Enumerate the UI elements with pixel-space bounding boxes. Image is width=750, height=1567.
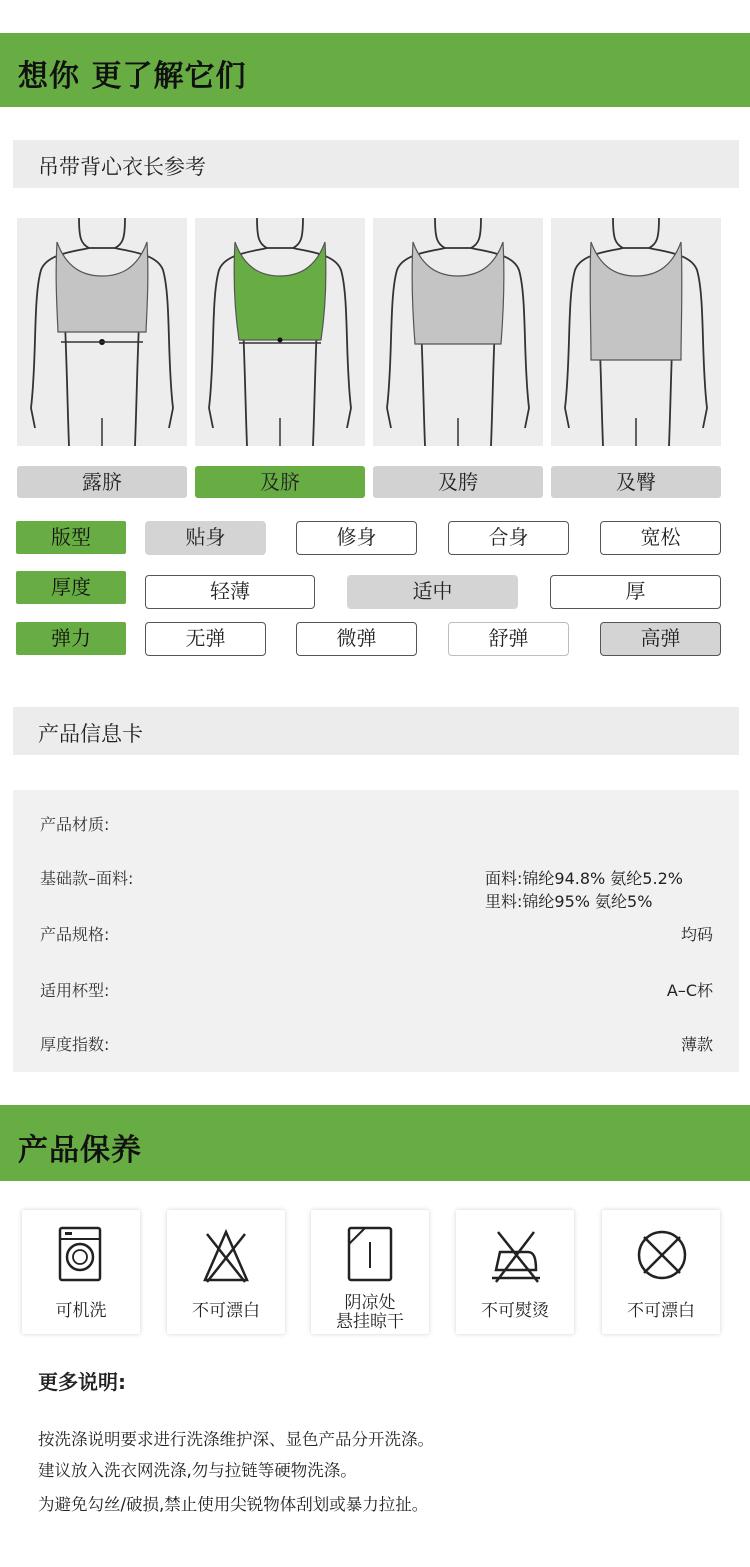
note-line-2: 建议放入洗衣网洗涤,勿与拉链等硬物洗涤。 (38, 1461, 357, 1480)
figure-hip-length (373, 218, 543, 446)
care-item-machine-wash (22, 1210, 140, 1334)
care-label-hang-dry-line2: 悬挂晾干 (336, 1312, 404, 1332)
care-banner (0, 1105, 750, 1181)
fit-option-regular: 合身 (448, 521, 569, 555)
elasticity-option-comfort: 舒弹 (448, 622, 569, 656)
cup-value: A–C杯 (666, 981, 713, 1000)
spec-label: 产品规格: (40, 925, 110, 944)
care-label-machine-wash: 可机洗 (55, 1301, 107, 1321)
fit-option-snug: 贴身 (145, 521, 266, 555)
care-label-no-iron: 不可熨烫 (481, 1301, 549, 1321)
note-line-3: 为避免勾丝/破损,禁止使用尖锐物体刮划或暴力拉扯。 (38, 1495, 429, 1514)
no-bleach-circle-icon (636, 1224, 690, 1284)
more-notes-title: 更多说明: (38, 1370, 126, 1394)
thickness-tag: 厚度 (16, 571, 126, 604)
hang-dry-shade-icon (345, 1224, 395, 1284)
thickness-option-thick: 厚 (550, 575, 721, 609)
material-label: 产品材质: (40, 815, 110, 834)
care-title: 产品保养 (18, 1133, 142, 1168)
care-label-hang-dry-line1: 阴凉处 (344, 1293, 396, 1313)
no-iron-icon (490, 1224, 544, 1284)
header-title: 想你 更了解它们 (18, 59, 247, 94)
care-item-no-iron (456, 1210, 574, 1334)
length-section-bar (13, 140, 739, 188)
washing-machine-icon (56, 1224, 106, 1284)
care-label-no-bleach-2: 不可漂白 (627, 1301, 695, 1321)
info-section-title: 产品信息卡 (38, 722, 143, 746)
length-option-crop: 露脐 (17, 466, 187, 498)
figure-butt-length (551, 218, 721, 446)
elasticity-tag: 弹力 (16, 622, 126, 655)
elasticity-option-high: 高弹 (600, 622, 721, 656)
note-line-1: 按洗涤说明要求进行洗涤维护深、显色产品分开洗涤。 (38, 1430, 434, 1449)
figure-crop-navel (17, 218, 187, 446)
info-section-bar (13, 707, 739, 755)
no-bleach-triangle-icon (201, 1224, 251, 1286)
care-item-hang-dry (311, 1210, 429, 1334)
product-info-card (13, 790, 739, 1072)
care-label-no-bleach: 不可漂白 (192, 1301, 260, 1321)
fit-type-tag: 版型 (16, 521, 126, 554)
fit-option-slim: 修身 (296, 521, 417, 555)
care-item-no-bleach (167, 1210, 285, 1334)
length-option-hip: 及胯 (373, 466, 543, 498)
fit-option-loose: 宽松 (600, 521, 721, 555)
thickness-option-thin: 轻薄 (145, 575, 315, 609)
fabric-value-lining: 里料:锦纶95% 氨纶5% (485, 892, 653, 911)
fabric-value-outer: 面料:锦纶94.8% 氨纶5.2% (485, 869, 683, 888)
thickness-option-medium: 适中 (347, 575, 518, 609)
thickness-index-label: 厚度指数: (40, 1035, 110, 1054)
figure-navel-length (195, 218, 365, 446)
length-option-butt: 及臀 (551, 466, 721, 498)
fabric-label: 基础款–面料: (40, 869, 134, 888)
cup-label: 适用杯型: (40, 981, 110, 1000)
care-item-no-bleach-2 (602, 1210, 720, 1334)
length-section-title: 吊带背心衣长参考 (38, 155, 206, 179)
header-banner (0, 33, 750, 107)
thickness-index-value: 薄款 (680, 1035, 713, 1054)
elasticity-option-none: 无弹 (145, 622, 266, 656)
length-option-navel: 及脐 (195, 466, 365, 498)
elasticity-option-slight: 微弹 (296, 622, 417, 656)
spec-value: 均码 (680, 925, 713, 944)
